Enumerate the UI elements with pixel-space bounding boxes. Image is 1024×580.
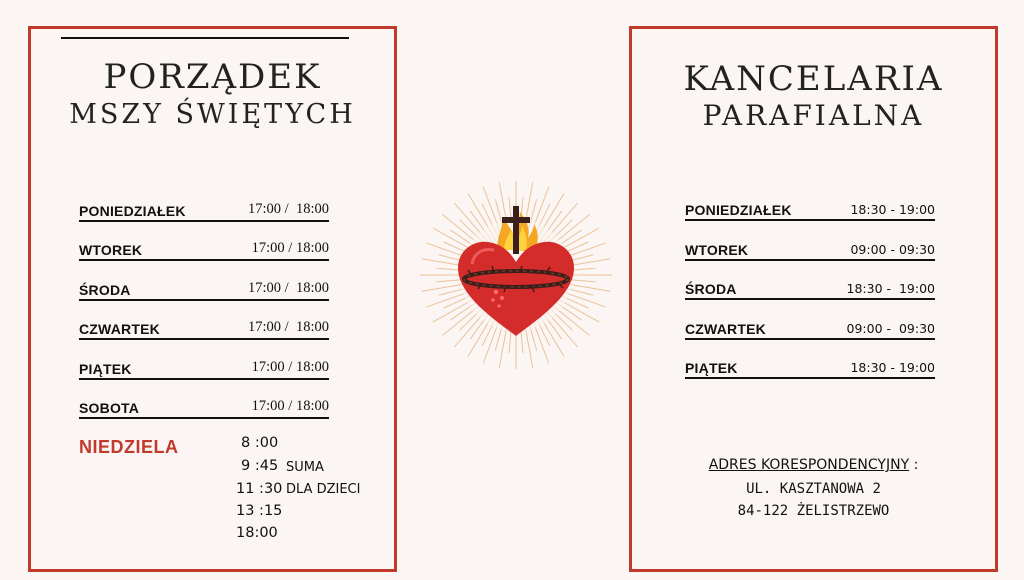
sunday-note-suma: SUMA (286, 460, 324, 475)
office-hours: 09:00 - 09:30 (846, 321, 935, 336)
day-label: CZWARTEK (79, 321, 160, 337)
sunday-time: 9 :45 (241, 458, 279, 474)
mass-hours: 17:00 / 18:00 (251, 240, 329, 256)
sunday-label: NIEDZIELA (79, 437, 179, 457)
page-title: PORZĄDEK (103, 57, 322, 97)
sacred-heart-icon (416, 176, 616, 374)
office-hours: 18:30 - 19:00 (850, 202, 935, 217)
day-label: ŚRODA (685, 281, 737, 297)
day-label: PONIEDZIAŁEK (79, 203, 186, 219)
address-street: UL. KASZTANOWA 2 (746, 481, 881, 497)
schedule-row-monday (79, 196, 329, 222)
office-hours: 09:00 - 09:30 (850, 242, 935, 257)
mass-hours: 17:00 / 18:00 (251, 359, 329, 375)
mass-hours: 17:00 / 18:00 (248, 280, 329, 296)
office-row-monday (685, 195, 935, 221)
mass-hours: 17:00 / 18:00 (248, 319, 329, 335)
day-label: CZWARTEK (685, 321, 766, 337)
day-label: SOBOTA (79, 400, 140, 416)
schedule-row-saturday (79, 393, 329, 419)
address-city: 84-122 ŻELISTRZEWO (737, 503, 890, 519)
mass-hours: 17:00 / 18:00 (248, 201, 329, 217)
office-row-friday (685, 353, 935, 379)
office-hours: 18:30 - 19:00 (850, 360, 935, 375)
sunday-time: 13 :15 (236, 503, 283, 519)
title-divider (61, 37, 349, 39)
day-label: PONIEDZIAŁEK (685, 202, 792, 218)
office-hours: 18:30 - 19:00 (846, 281, 935, 296)
day-label: WTOREK (685, 242, 749, 258)
schedule-row-wednesday (79, 275, 329, 301)
parish-office-panel (629, 26, 998, 572)
address-heading (632, 457, 995, 473)
day-label: ŚRODA (79, 282, 131, 298)
mass-schedule-panel (28, 26, 397, 572)
mass-hours: 17:00 / 18:00 (251, 398, 329, 414)
schedule-row-friday (79, 354, 329, 380)
office-subtitle: PARAFIALNA (702, 99, 925, 132)
sunday-time: 11 :30 (236, 481, 283, 497)
schedule-row-thursday (79, 314, 329, 340)
sunday-note-children: DLA DZIECI (286, 482, 361, 497)
address-label: ADRES KORESPONDENCYJNY (708, 457, 910, 473)
sunday-time: 18:00 (236, 525, 278, 541)
address-colon: : (909, 457, 919, 473)
day-label: PIĄTEK (685, 360, 738, 376)
page-subtitle: MSZY ŚWIĘTYCH (69, 99, 356, 130)
office-title: KANCELARIA (683, 59, 944, 99)
office-row-tuesday (685, 235, 935, 261)
office-row-thursday (685, 314, 935, 340)
schedule-row-tuesday (79, 235, 329, 261)
day-label: WTOREK (79, 242, 143, 258)
sunday-time: 8 :00 (241, 435, 279, 451)
day-label: PIĄTEK (79, 361, 132, 377)
office-row-wednesday (685, 274, 935, 300)
